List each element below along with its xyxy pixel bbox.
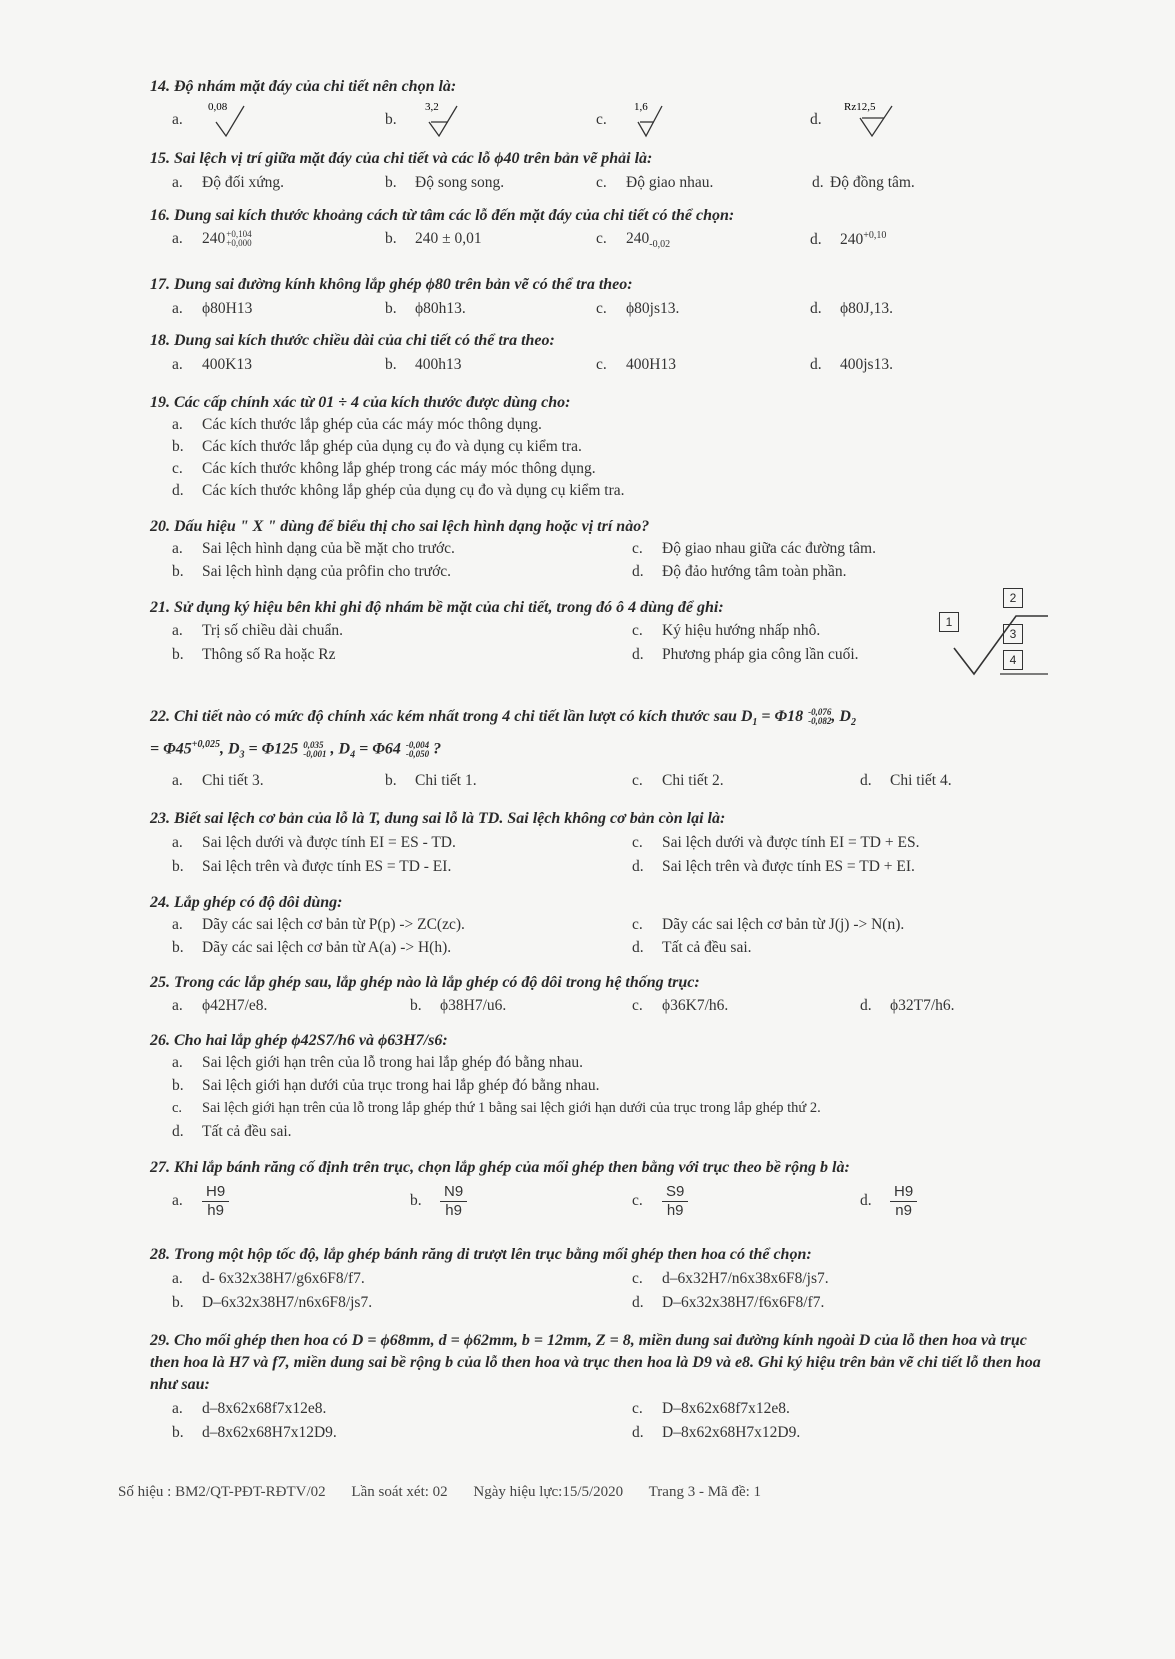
option-15d[interactable]: d. Độ đồng tâm. bbox=[812, 174, 915, 191]
option-29c[interactable]: c. D–8x62x68f7x12e8. bbox=[632, 1400, 790, 1417]
option-19b[interactable]: b. Các kích thước lắp ghép của dụng cụ đo và dụng cụ kiểm tra. bbox=[172, 438, 582, 455]
option-15a[interactable]: a. Độ đối xứng. bbox=[172, 174, 285, 191]
option-20d[interactable]: d. Độ đảo hướng tâm toàn phần. bbox=[632, 563, 847, 580]
option-26a[interactable]: a. Sai lệch giới hạn trên của lỗ trong hai lắp ghép đó bằng nhau. bbox=[172, 1054, 583, 1071]
option-14c[interactable]: c. 1,6 bbox=[596, 100, 690, 140]
option-25a[interactable]: a. ϕ42H7/e8. bbox=[172, 997, 268, 1014]
option-14a[interactable]: a. 0,08 bbox=[172, 100, 266, 140]
option-22d[interactable]: d. Chi tiết 4. bbox=[860, 772, 952, 789]
option-27c[interactable]: c. $\frac{S9}{h9}$ bbox=[632, 1183, 688, 1220]
option-24a[interactable]: a. Dãy các sai lệch cơ bản từ P(p) -> ZC(zc). bbox=[172, 916, 465, 933]
diagram-box-2: 2 bbox=[1003, 588, 1023, 608]
option-16a[interactable]: a. 240 +0,104 +0,000 bbox=[172, 229, 252, 249]
option-22c[interactable]: c. Chi tiết 2. bbox=[632, 772, 724, 789]
option-27d[interactable]: d. $\frac{H9}{n9}$ bbox=[860, 1183, 917, 1220]
question-19: 19. Các cấp chính xác từ 01 ÷ 4 của kích thước được dùng cho: bbox=[150, 394, 571, 411]
option-19a[interactable]: a. Các kích thước lắp ghép của các máy móc thông dụng. bbox=[172, 416, 542, 433]
option-16c[interactable]: c. $240_{-0,02}$ bbox=[596, 230, 671, 251]
option-23c[interactable]: c. Sai lệch dưới và được tính EI = TD + ES. bbox=[632, 834, 920, 851]
option-17d[interactable]: d. ϕ80J,13. bbox=[810, 300, 893, 317]
option-24d[interactable]: d. Tất cả đều sai. bbox=[632, 939, 752, 956]
option-27a[interactable]: a. $\frac{H9}{h9}$ bbox=[172, 1183, 229, 1220]
option-20b[interactable]: b. Sai lệch hình dạng của prôfin cho trước. bbox=[172, 563, 452, 580]
option-22a[interactable]: a. Chi tiết 3. bbox=[172, 772, 264, 789]
svg-text:Rz12,5: Rz12,5 bbox=[843, 101, 876, 113]
option-27b[interactable]: b. $\frac{N9}{h9}$ bbox=[410, 1183, 467, 1220]
footer-page-number: Trang 3 - Mã đề: 1 bbox=[648, 1484, 762, 1500]
option-18c[interactable]: c. 400H13 bbox=[596, 356, 676, 373]
question-22: 22. Chi tiết nào có mức độ chính xác kém nhất trong 4 chi tiết lần lượt có kích thước sau $D_1 = \Phi 18$ -0,076 -0,082 , $D_2$ = $\Phi 45^{+0,025}$, $D_3 = \Phi 125$ 0,035 -0,001 , $D_4 = \Phi 64$ -0,004 -0,050 ? bbox=[150, 707, 856, 761]
option-20a[interactable]: a. Sai lệch hình dạng của bề mặt cho trước. bbox=[172, 540, 455, 557]
option-26d[interactable]: d. Tất cả đều sai. bbox=[172, 1123, 292, 1140]
option-14d[interactable]: d. Rz12,5 bbox=[810, 100, 914, 140]
svg-text:0,08: 0,08 bbox=[207, 101, 228, 113]
question-25: 25. Trong các lắp ghép sau, lắp ghép nào là lắp ghép có độ dôi trong hệ thống trục: bbox=[150, 974, 700, 991]
question-21: 21. Sử dụng ký hiệu bên khi ghi độ nhám bề mặt của chi tiết, trong đó ô 4 dùng để ghi: bbox=[150, 599, 724, 616]
option-18b[interactable]: b. 400h13 bbox=[385, 356, 462, 373]
roughness-symbol-icon bbox=[206, 100, 266, 140]
option-23b[interactable]: b. Sai lệch trên và được tính ES = TD - EI. bbox=[172, 858, 452, 875]
option-29d[interactable]: d. D–8x62x68H7x12D9. bbox=[632, 1424, 801, 1441]
diagram-box-1: 1 bbox=[939, 612, 959, 632]
question-20: 20. Dấu hiệu " X " dùng để biểu thị cho sai lệch hình dạng hoặc vị trí nào? bbox=[150, 518, 650, 535]
option-23d[interactable]: d. Sai lệch trên và được tính ES = TD + EI. bbox=[632, 858, 915, 875]
option-17b[interactable]: b. ϕ80h13. bbox=[385, 300, 466, 317]
page-footer bbox=[118, 1484, 783, 1501]
option-26c[interactable]: c. Sai lệch giới hạn trên của lỗ trong lắp ghép thứ 1 bằng sai lệch giới hạn dưới của trục trong lắp ghép thứ 2. bbox=[172, 1100, 821, 1116]
option-19d[interactable]: d. Các kích thước không lắp ghép của dụng cụ đo và dụng cụ kiểm tra. bbox=[172, 482, 625, 499]
question-26: 26. Cho hai lắp ghép ϕ42S7/h6 và ϕ63H7/s6: bbox=[150, 1032, 448, 1049]
question-14: 14. Độ nhám mặt đáy của chi tiết nên chọn là: bbox=[150, 78, 457, 95]
option-24c[interactable]: c. Dãy các sai lệch cơ bản từ J(j) -> N(n). bbox=[632, 916, 905, 933]
diagram-box-4: 4 bbox=[1003, 650, 1023, 670]
option-29b[interactable]: b. d–8x62x68H7x12D9. bbox=[172, 1424, 337, 1441]
option-23a[interactable]: a. Sai lệch dưới và được tính EI = ES - TD. bbox=[172, 834, 456, 851]
option-25d[interactable]: d. ϕ32T7/h6. bbox=[860, 997, 955, 1014]
option-15b[interactable]: b. Độ song song. bbox=[385, 174, 505, 191]
question-23: 23. Biết sai lệch cơ bản của lỗ là T, dung sai lỗ là TD. Sai lệch không cơ bản còn lại là: bbox=[150, 810, 726, 827]
option-18a[interactable]: a. 400K13 bbox=[172, 356, 252, 373]
roughness-symbol-icon bbox=[844, 100, 914, 140]
option-21d[interactable]: d. Phương pháp gia công lần cuối. bbox=[632, 646, 859, 663]
option-25c[interactable]: c. ϕ36K7/h6. bbox=[632, 997, 729, 1014]
option-15c[interactable]: c. Độ giao nhau. bbox=[596, 174, 714, 191]
option-14b[interactable]: b. 3,2 bbox=[385, 100, 479, 140]
option-28d[interactable]: d. D–6x32x38H7/f6x6F8/f7. bbox=[632, 1294, 825, 1311]
footer-effective-date: Ngày hiệu lực:15/5/2020 bbox=[473, 1484, 624, 1500]
question-17: 17. Dung sai đường kính không lắp ghép ϕ80 trên bản vẽ có thể tra theo: bbox=[150, 276, 633, 293]
option-21a[interactable]: a. Trị số chiều dài chuẩn. bbox=[172, 622, 344, 639]
question-28: 28. Trong một hộp tốc độ, lắp ghép bánh răng di trượt lên trục bằng mối ghép then hoa có thể chọn: bbox=[150, 1246, 812, 1263]
option-21c[interactable]: c. Ký hiệu hướng nhấp nhô. bbox=[632, 622, 821, 639]
question-27: 27. Khi lắp bánh răng cố định trên trục, chọn lắp ghép của mối ghép then bằng với trục theo bề rộng b là: bbox=[150, 1159, 850, 1176]
option-20c[interactable]: c. Độ giao nhau giữa các đường tâm. bbox=[632, 540, 876, 557]
option-28a[interactable]: a. d- 6x32x38H7/g6x6F8/f7. bbox=[172, 1270, 365, 1287]
question-18: 18. Dung sai kích thước chiều dài của chi tiết có thể tra theo: bbox=[150, 332, 555, 349]
option-19c[interactable]: c. Các kích thước không lắp ghép trong các máy móc thông dụng. bbox=[172, 460, 596, 477]
option-26b[interactable]: b. Sai lệch giới hạn dưới của trục trong hai lắp ghép đó bằng nhau. bbox=[172, 1077, 600, 1094]
svg-text:1,6: 1,6 bbox=[633, 101, 648, 113]
question-16: 16. Dung sai kích thước khoảng cách từ tâm các lỗ đến mặt đáy của chi tiết có thể chọn: bbox=[150, 207, 735, 224]
question-24: 24. Lắp ghép có độ dôi dùng: bbox=[150, 894, 343, 911]
roughness-symbol-icon bbox=[419, 100, 479, 140]
roughness-symbol-icon bbox=[630, 100, 690, 140]
option-29a[interactable]: a. d–8x62x68f7x12e8. bbox=[172, 1400, 327, 1417]
option-28b[interactable]: b. D–6x32x38H7/n6x6F8/js7. bbox=[172, 1294, 373, 1311]
option-16b[interactable]: b. 240 ± 0,01 bbox=[385, 230, 482, 247]
footer-doc-code: Số hiệu : BM2/QT-PĐT-RĐTV/02 bbox=[118, 1484, 326, 1500]
option-22b[interactable]: b. Chi tiết 1. bbox=[385, 772, 477, 789]
option-17c[interactable]: c. ϕ80js13. bbox=[596, 300, 680, 317]
diagram-box-3: 3 bbox=[1003, 624, 1023, 644]
roughness-diagram-icon bbox=[930, 588, 1050, 678]
option-18d[interactable]: d. 400js13. bbox=[810, 356, 893, 373]
svg-text:3,2: 3,2 bbox=[424, 101, 439, 113]
option-16d[interactable]: d. $240^{+0,10}$ bbox=[810, 230, 887, 249]
option-21b[interactable]: b. Thông số Ra hoặc Rz bbox=[172, 646, 336, 663]
option-25b[interactable]: b. ϕ38H7/u6. bbox=[410, 997, 507, 1014]
footer-revision: Lần soát xét: 02 bbox=[351, 1484, 448, 1500]
question-15: 15. Sai lệch vị trí giữa mặt đáy của chi tiết và các lỗ ϕ40 trên bản vẽ phải là: bbox=[150, 150, 653, 167]
option-28c[interactable]: c. d–6x32H7/n6x38x6F8/js7. bbox=[632, 1270, 829, 1287]
option-24b[interactable]: b. Dãy các sai lệch cơ bản từ A(a) -> H(h). bbox=[172, 939, 452, 956]
option-17a[interactable]: a. ϕ80H13 bbox=[172, 300, 253, 317]
question-29: 29. Cho mối ghép then hoa có D = ϕ68mm, d = ϕ62mm, b = 12mm, Z = 8, miền dung sai đường kính ngoài D của lỗ then hoa và trục then hoa là H7 và f7, miền dung sai bề rộng b của lỗ then hoa và trục then hoa là D9 và e8. Ghi ký hiệu trên bản vẽ chi tiết lỗ then hoa như sau: bbox=[150, 1332, 1041, 1393]
